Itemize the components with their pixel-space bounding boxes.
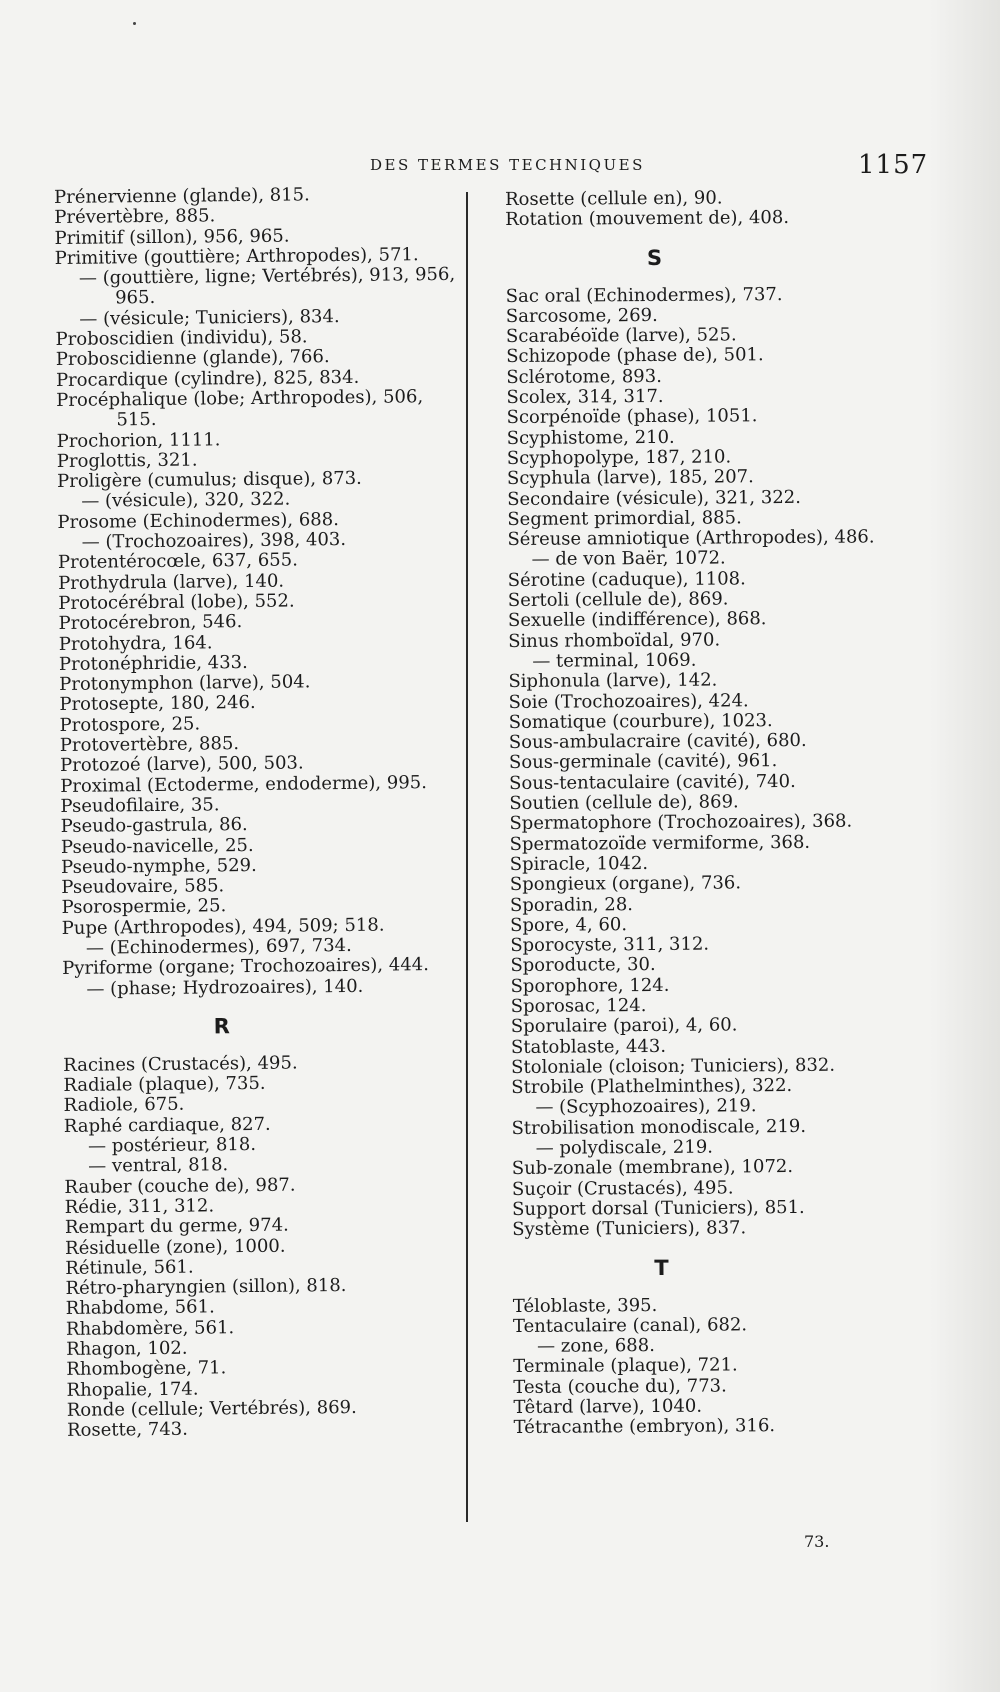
index-entry: Sporophore, 124. bbox=[510, 974, 670, 997]
index-entry: Ronde (cellule; Vertébrés), 869. bbox=[66, 1396, 357, 1421]
index-entry: Proglottis, 321. bbox=[56, 449, 198, 472]
index-entry: Protentérocœle, 637, 655. bbox=[57, 549, 298, 574]
index-entry: Protosepte, 180, 246. bbox=[59, 692, 256, 716]
index-entry: Sac oral (Echinodermes), 737. bbox=[505, 283, 783, 307]
index-entry: Radiole, 675. bbox=[63, 1094, 185, 1117]
index-entry: Protohydra, 164. bbox=[58, 631, 213, 655]
index-entry: Protonéphridie, 433. bbox=[58, 651, 248, 675]
index-entry: Scyphula (larve), 185, 207. bbox=[506, 466, 754, 490]
index-entry: Spermatozoïde vermiforme, 368. bbox=[509, 831, 811, 855]
index-subentry: — (vésicule), 320, 322. bbox=[81, 488, 291, 513]
index-entry: Système (Tuniciers), 837. bbox=[512, 1217, 747, 1241]
page-edge-shadow bbox=[930, 0, 1000, 1692]
index-entry: Soie (Trochozoaires), 424. bbox=[508, 689, 749, 713]
index-entry: Rhagon, 102. bbox=[66, 1337, 188, 1360]
index-entry: Rotation (mouvement de), 408. bbox=[505, 207, 790, 231]
index-entry: Pyriforme (organe; Trochozoaires), 444. bbox=[62, 954, 430, 980]
index-entry: Strobile (Plathelminthes), 322. bbox=[511, 1075, 793, 1099]
index-entry: Pseudo-navicelle, 25. bbox=[60, 834, 254, 858]
index-subentry: — (vésicule; Tuniciers), 834. bbox=[79, 305, 340, 330]
index-entry: Sclérotome, 893. bbox=[506, 365, 662, 388]
signature-mark: 73. bbox=[804, 1532, 830, 1551]
index-entry: Téloblaste, 395. bbox=[512, 1294, 658, 1317]
index-entry: Protozoé (larve), 500, 503. bbox=[59, 752, 304, 777]
index-subentry: — (Scyphozoaires), 219. bbox=[535, 1095, 757, 1119]
index-entry: Pseudo-nymphe, 529. bbox=[61, 854, 257, 878]
index-entry: Résiduelle (zone), 1000. bbox=[64, 1235, 286, 1259]
index-entry: Tétracanthe (embryon), 316. bbox=[513, 1415, 776, 1439]
index-entry: Rhabdomère, 561. bbox=[65, 1316, 235, 1340]
index-entry: Séreuse amniotique (Arthropodes), 486. bbox=[507, 526, 875, 551]
index-entry: Rosette, 743. bbox=[66, 1418, 189, 1442]
index-entry: Radiale (plaque), 735. bbox=[63, 1073, 266, 1097]
index-entry: Sporosac, 124. bbox=[510, 995, 647, 1017]
running-title: DES TERMES TECHNIQUES bbox=[370, 156, 645, 174]
page-number: 1157 bbox=[858, 150, 929, 180]
index-entry: Pseudofilaire, 35. bbox=[60, 794, 220, 817]
index-entry: Protocérébral (lobe), 552. bbox=[58, 590, 295, 614]
index-column-right bbox=[505, 187, 904, 1438]
section-letter-r: R bbox=[213, 1014, 232, 1039]
index-entry: Rétinule, 561. bbox=[65, 1256, 194, 1279]
index-entry: Racines (Crustacés), 495. bbox=[63, 1052, 298, 1076]
index-entry: Scolex, 314, 317. bbox=[506, 385, 664, 409]
index-column-left bbox=[54, 184, 467, 1442]
index-entry: Rauber (couche de), 987. bbox=[64, 1174, 296, 1198]
index-entry: Support dorsal (Tuniciers), 851. bbox=[512, 1196, 805, 1220]
index-subentry: — de von Baër, 1072. bbox=[531, 547, 726, 571]
index-subentry: — ventral, 818. bbox=[88, 1154, 229, 1178]
index-entry: Suçoir (Crustacés), 495. bbox=[511, 1177, 734, 1200]
index-entry: Sporadin, 28. bbox=[509, 893, 634, 916]
index-entry: Proximal (Ectoderme, endoderme), 995. bbox=[60, 771, 428, 797]
index-entry: Segment primordial, 885. bbox=[507, 507, 742, 530]
index-subentry: — (Echinodermes), 697, 734. bbox=[85, 934, 352, 959]
index-entry: Proboscidienne (glande), 766. bbox=[55, 346, 330, 371]
index-entry: Statoblaste, 443. bbox=[510, 1035, 667, 1058]
index-entry: Primitif (sillon), 956, 965. bbox=[54, 225, 290, 249]
index-entry: Rédie, 311, 312. bbox=[64, 1195, 215, 1218]
index-entry: Spiracle, 1042. bbox=[509, 852, 649, 875]
index-entry: Spongieux (organe), 736. bbox=[509, 872, 742, 896]
index-entry: Pupe (Arthropodes), 494, 509; 518. bbox=[61, 914, 385, 939]
index-entry: Raphé cardiaque, 827. bbox=[63, 1113, 271, 1137]
index-entry: Protospore, 25. bbox=[59, 713, 201, 736]
index-entry: Somatique (courbure), 1023. bbox=[508, 709, 773, 733]
index-entry: Spore, 4, 60. bbox=[510, 913, 628, 936]
index-entry-continuation: 515. bbox=[116, 409, 157, 431]
index-subentry: — (Trochozoaires), 398, 403. bbox=[81, 529, 347, 553]
index-entry: Soutien (cellule de), 869. bbox=[509, 791, 739, 815]
index-entry: Sub-zonale (membrane), 1072. bbox=[511, 1156, 794, 1180]
index-entry-continuation: 965. bbox=[115, 287, 156, 309]
index-entry: Tentaculaire (canal), 682. bbox=[512, 1314, 748, 1337]
index-entry: Protocérebron, 546. bbox=[58, 611, 243, 635]
section-letter-s: S bbox=[646, 245, 665, 270]
index-entry: Protonymphon (larve), 504. bbox=[59, 671, 311, 696]
index-entry: Sous-tentaculaire (cavité), 740. bbox=[509, 770, 796, 794]
index-entry: Rhopalie, 174. bbox=[66, 1378, 199, 1401]
print-speck bbox=[133, 22, 136, 25]
index-subentry: — polydiscale, 219. bbox=[535, 1136, 714, 1159]
index-entry: Scarabéoïde (larve), 525. bbox=[505, 324, 737, 348]
index-entry: Sous-ambulacraire (cavité), 680. bbox=[508, 730, 807, 754]
index-entry: Rhabdome, 561. bbox=[65, 1296, 215, 1320]
index-entry: Sertoli (cellule de), 869. bbox=[507, 588, 729, 612]
index-entry: Terminale (plaque), 721. bbox=[513, 1354, 738, 1378]
index-entry: Sérotine (caduque), 1108. bbox=[507, 568, 746, 591]
index-entry: Sporoducte, 30. bbox=[510, 954, 656, 977]
index-entry: Procardique (cylindre), 825, 834. bbox=[55, 366, 360, 391]
index-entry: Sporocyste, 311, 312. bbox=[510, 933, 710, 957]
index-entry: Prosome (Echinodermes), 688. bbox=[57, 508, 339, 533]
index-entry: Spermatophore (Trochozoaires), 368. bbox=[509, 810, 853, 835]
index-entry: Têtard (larve), 1040. bbox=[513, 1395, 703, 1419]
index-entry: Schizopode (phase de), 501. bbox=[506, 344, 764, 368]
index-entry: Proligère (cumulus; disque), 873. bbox=[56, 467, 362, 493]
index-subentry: — terminal, 1069. bbox=[532, 649, 697, 672]
index-entry: Protovertèbre, 885. bbox=[59, 733, 240, 756]
section-letter-t: T bbox=[654, 1255, 671, 1280]
index-entry: Prévertèbre, 885. bbox=[54, 205, 216, 229]
column-divider bbox=[466, 192, 468, 1522]
index-entry: Sporulaire (paroi), 4, 60. bbox=[510, 1014, 738, 1038]
index-entry: Psorospermie, 25. bbox=[61, 895, 227, 919]
index-entry: Secondaire (vésicule), 321, 322. bbox=[507, 486, 801, 510]
index-subentry: — (phase; Hydrozoaires), 140. bbox=[86, 975, 364, 1000]
index-entry: Sexuelle (indifférence), 868. bbox=[507, 608, 767, 632]
index-entry: Rétro-pharyngien (sillon), 818. bbox=[65, 1275, 347, 1300]
index-subentry: — zone, 688. bbox=[537, 1335, 655, 1357]
index-entry: Prénervienne (glande), 815. bbox=[53, 184, 310, 208]
index-entry: Scyphopolype, 187, 210. bbox=[506, 446, 732, 469]
index-subentry: — postérieur, 818. bbox=[87, 1134, 257, 1157]
index-entry: Pseudovaire, 585. bbox=[61, 875, 225, 899]
index-entry: Procéphalique (lobe; Arthropodes), 506, bbox=[56, 386, 424, 411]
index-entry: Prochorion, 1111. bbox=[56, 428, 221, 452]
index-entry: Rosette (cellule en), 90. bbox=[504, 187, 723, 210]
index-entry: Rempart du germe, 974. bbox=[64, 1214, 289, 1239]
index-entry: Rhombogène, 71. bbox=[66, 1357, 227, 1381]
index-entry: Stoloniale (cloison; Tuniciers), 832. bbox=[511, 1054, 836, 1078]
index-entry: Sarcosome, 269. bbox=[505, 304, 658, 327]
index-entry: Sinus rhomboïdal, 970. bbox=[508, 629, 721, 652]
index-entry: Sous-germinale (cavité), 961. bbox=[508, 750, 778, 774]
index-entry: Testa (couche du), 773. bbox=[513, 1375, 727, 1398]
index-entry: Scorpénoïde (phase), 1051. bbox=[506, 405, 758, 429]
index-entry: Siphonula (larve), 142. bbox=[508, 669, 718, 693]
index-entry: Strobilisation monodiscale, 219. bbox=[511, 1115, 807, 1139]
index-entry: Primitive (gouttière; Arthropodes), 571. bbox=[54, 244, 419, 269]
index-entry: Proboscidien (individu), 58. bbox=[55, 326, 308, 351]
index-entry: Scyphistome, 210. bbox=[506, 426, 675, 449]
index-entry: Prothydrula (larve), 140. bbox=[58, 570, 285, 594]
index-entry: Pseudo-gastrula, 86. bbox=[60, 814, 248, 838]
index-subentry: — (gouttière, ligne; Vertébrés), 913, 956, bbox=[78, 263, 456, 289]
